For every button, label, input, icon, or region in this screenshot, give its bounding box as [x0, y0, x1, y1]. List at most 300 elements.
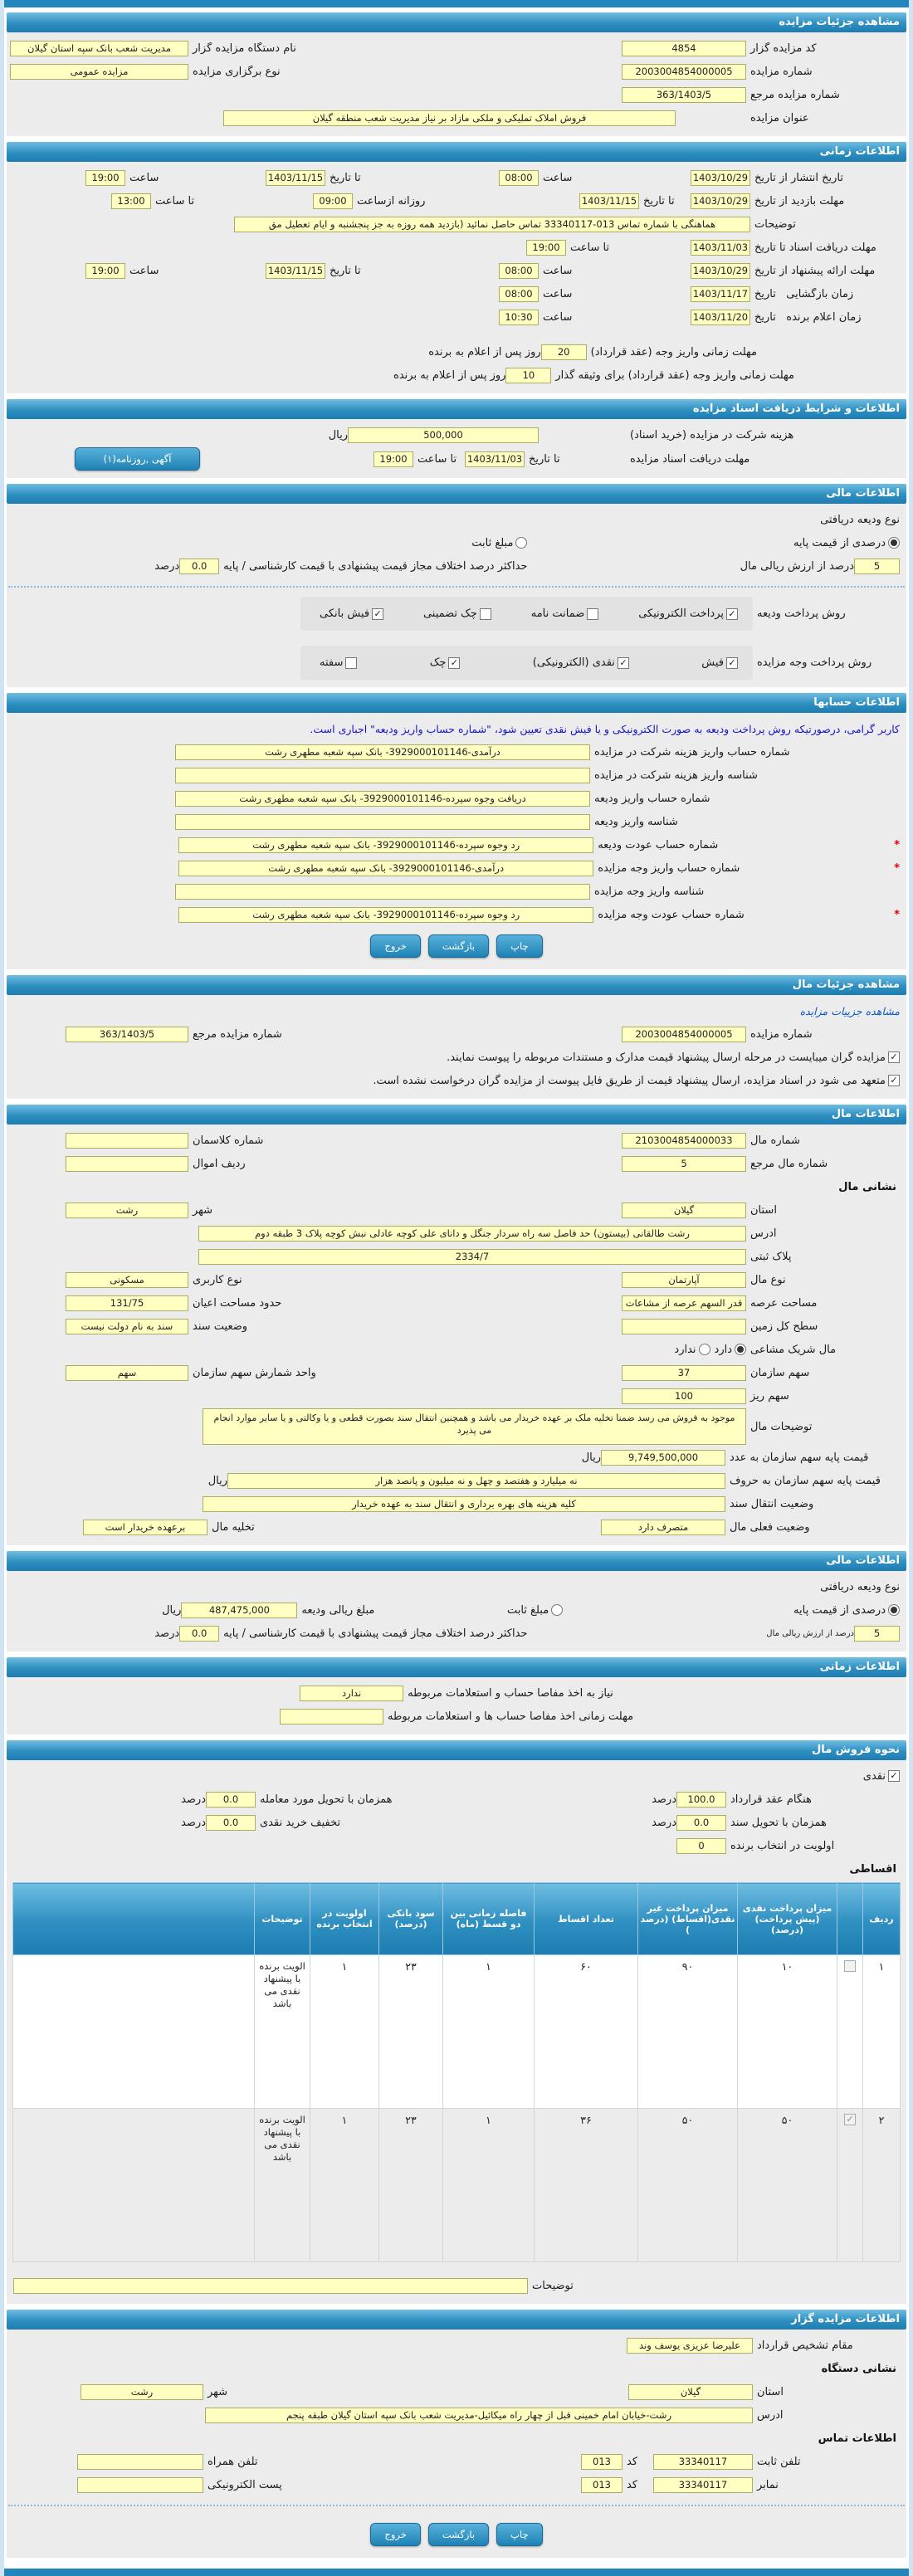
field-group	[389, 368, 794, 383]
section-header: اطلاعات زمانی	[7, 142, 906, 162]
certified-check-checkbox[interactable]	[480, 608, 491, 620]
field-label: درصد	[154, 1627, 180, 1640]
at-contract-percent-input[interactable]: 100.0	[676, 1792, 726, 1808]
section-header: اطلاعات مالی	[7, 484, 906, 504]
payment-option	[419, 607, 491, 620]
field-label: شهر	[208, 2385, 228, 2398]
land-area-input[interactable]: قدر السهم عرصه از مشاعات	[622, 1295, 746, 1311]
electronic-payment-checkbox[interactable]	[726, 608, 738, 620]
field-label: وضعیت انتقال سند	[730, 1497, 814, 1510]
field-label: نوع ودیعه دریافتی	[820, 1580, 900, 1593]
field-group	[456, 64, 900, 80]
select-cell	[837, 1955, 863, 2109]
field-group	[456, 1319, 900, 1334]
field-label: شماره کلاسمان	[193, 1134, 264, 1147]
field-label: نوع برگزاری مزایده	[193, 65, 281, 78]
field-group	[456, 2477, 900, 2493]
field-group	[13, 240, 900, 256]
spacer	[576, 459, 626, 460]
field-label: واحد شمارش سهم سازمان	[193, 1366, 316, 1379]
field-label: مبلغ ثابت	[471, 536, 514, 549]
form-row	[7, 1788, 906, 1811]
offer-from-date[interactable]: 1403/10/29	[691, 263, 750, 279]
installment-select-checkbox[interactable]	[844, 1960, 856, 1972]
publish-to-time[interactable]: 19:00	[85, 170, 125, 186]
auctioneer-code-input[interactable]: 4854	[622, 41, 746, 56]
section-body	[7, 1760, 906, 2304]
opening-time[interactable]: 08:00	[499, 286, 539, 302]
participation-fee-input[interactable]: 500,000	[348, 427, 539, 443]
city-input[interactable]: رشت	[66, 1203, 188, 1218]
form-row	[7, 1408, 906, 1446]
field-group	[13, 1450, 900, 1466]
usage-type-input[interactable]: مسکونی	[66, 1272, 188, 1288]
winner-announce-date[interactable]: 1403/11/20	[691, 310, 750, 325]
percent-of-base-radio[interactable]	[888, 537, 900, 549]
field-group	[300, 1686, 613, 1701]
email-input[interactable]	[77, 2477, 203, 2493]
section-sale-method	[7, 1740, 906, 2304]
mall-fixed-radio[interactable]	[551, 1604, 563, 1616]
section-header: اطلاعات مزایده گزار	[7, 2310, 906, 2330]
action-buttons-row	[7, 2515, 906, 2551]
form-row	[7, 2450, 906, 2473]
field-label: قیمت پایه سهم سازمان به عدد	[730, 1451, 869, 1464]
docs-get-deadline-time[interactable]: 19:00	[374, 451, 413, 467]
field-label: ریال	[208, 1474, 227, 1487]
installments-column-header	[13, 1883, 255, 1955]
form-row	[7, 1469, 906, 1492]
attach-docs-checkbox[interactable]	[888, 1051, 900, 1063]
field-group	[456, 1365, 900, 1381]
checkbox-label: فیش	[701, 656, 724, 669]
form-row	[7, 717, 906, 740]
field-label: هنگام عقد قرارداد	[730, 1793, 812, 1806]
guarantor-payment-days-input[interactable]: 10	[505, 368, 551, 383]
dotted-divider	[8, 2505, 905, 2506]
fixed-amount-radio[interactable]	[515, 537, 527, 549]
field-label: تا ساعت	[570, 241, 610, 254]
mall-percent-radio[interactable]	[888, 1604, 900, 1616]
deed-transfer-status-input[interactable]: کلیه هزینه های بهره برداری و انتقال سند به عهده خریدار	[203, 1496, 725, 1512]
field-label: ساعت	[543, 310, 573, 324]
org-city-input[interactable]: رشت	[81, 2384, 203, 2400]
field-group	[13, 310, 900, 325]
section-header: اطلاعات حسابها	[7, 693, 906, 713]
field-label: درصد	[652, 1816, 676, 1829]
field-label: متعهد می شود در اسناد مزایده، ارسال پیشنهاد قیمت از طریق فایل پیوست از مزایده گران درخواست نشده است.	[373, 1074, 886, 1087]
field-label: تا ساعت	[417, 452, 457, 466]
payment-id-input[interactable]	[175, 884, 590, 900]
field-group	[13, 1838, 855, 1854]
field-label: زمان بازگشایی تاریخ	[754, 287, 854, 300]
offer-to-date[interactable]: 1403/11/15	[266, 263, 325, 279]
spacer	[583, 294, 691, 295]
field-label: همزمان با تحویل سند	[730, 1816, 827, 1829]
deposit-id-input[interactable]	[175, 814, 590, 830]
payment-account-input[interactable]: درآمدی-3929000101146- بانک سپه شعبه مطهری رشت	[178, 861, 593, 876]
field-label: توضیحات	[532, 2279, 574, 2292]
field-label: درصد از ارزش ریالی مال	[766, 1628, 854, 1638]
field-label: نوع کاربری	[193, 1273, 242, 1286]
form-row	[7, 1811, 906, 1834]
field-group	[13, 64, 456, 80]
field-group	[13, 1295, 456, 1311]
mobile-input[interactable]	[77, 2454, 203, 2470]
clearance-needed-input[interactable]: ندارد	[300, 1686, 403, 1701]
field-group	[13, 1344, 900, 1356]
guarantee-letter-checkbox[interactable]	[587, 608, 598, 620]
visit-daily-from-time[interactable]: 09:00	[313, 193, 353, 209]
at-delivery-percent-input[interactable]: 0.0	[206, 1792, 256, 1808]
field-group	[13, 768, 900, 783]
mall-deposit-percent-input[interactable]: 5	[854, 1626, 900, 1642]
auction-number-input[interactable]: 2003004854000005	[622, 64, 746, 80]
field-label: نوع ودیعه دریافتی	[820, 513, 900, 526]
auction-type-input[interactable]: مزایده عمومی	[10, 64, 188, 80]
field-label: روزانه ازساعت	[357, 194, 426, 207]
print-button[interactable]: چاپ	[496, 2523, 542, 2546]
newspaper-ad-button[interactable]: آگهی ,روزنامه(۱)	[75, 447, 201, 471]
field-label: مال شریک مشاعی	[750, 1343, 837, 1356]
form-row	[7, 1857, 906, 1881]
field-label: کد مزایده گزار	[750, 41, 817, 55]
table-row	[13, 2109, 901, 2262]
form-row	[7, 554, 906, 578]
field-group	[13, 1051, 900, 1064]
field-label: هزینه شرکت در مزایده (خرید اسناد)	[630, 428, 794, 442]
field-label: سهم ریز	[750, 1389, 789, 1403]
payment-methods-box	[300, 597, 753, 631]
form-row	[7, 1764, 906, 1788]
form-row	[7, 106, 906, 129]
registration-plate-input[interactable]: 2334/7	[198, 1249, 746, 1265]
top-bar	[4, 0, 909, 7]
field-group	[456, 1203, 900, 1218]
installments-column-header: سود بانکی (درصد)	[379, 1883, 443, 1955]
visit-from-date[interactable]: 1403/10/29	[691, 193, 750, 209]
section-auctioneer-info	[7, 2310, 906, 2558]
field-label: شماره مزایده	[750, 65, 813, 78]
cash-sale-checkbox[interactable]	[888, 1770, 900, 1782]
field-label: آدرس	[750, 1227, 777, 1240]
view-auction-details-link[interactable]: مشاهده جزییات مزایده	[799, 1004, 900, 1017]
print-button[interactable]: چاپ	[496, 934, 542, 958]
form-row	[7, 212, 906, 236]
form-row	[7, 1598, 906, 1622]
field-group	[13, 2477, 456, 2493]
time-notes-input[interactable]: هماهنگی با شماره تماس 013-33340117 تماس حاصل نمائید (بازدید همه روزه به جز پنجشنبه و ایام تعطیل مق	[234, 217, 750, 232]
fee-deposit-id-input[interactable]	[175, 768, 590, 783]
winner-priority-input[interactable]: 0	[676, 1838, 726, 1854]
mall-max-diff-input[interactable]: 0.0	[179, 1626, 219, 1642]
base-price-number-input[interactable]: 9,749,500,000	[601, 1450, 725, 1466]
field-group	[13, 1388, 900, 1404]
mall-type-input[interactable]: آپارتمان	[622, 1272, 746, 1288]
has-joint-partner-radio[interactable]	[735, 1344, 746, 1355]
field-label: مهلت دریافت اسناد تا تاریخ	[754, 241, 876, 254]
field-group	[434, 1815, 855, 1831]
field-label: تلفن همراه	[208, 2455, 258, 2468]
visit-to-date[interactable]: 1403/11/15	[579, 193, 639, 209]
contract-payment-days-input[interactable]: 20	[541, 344, 587, 360]
section-docs-terms	[7, 399, 906, 478]
field-group	[13, 861, 900, 876]
promissory-note-checkbox[interactable]	[345, 657, 357, 669]
spacer	[539, 435, 626, 436]
docs-get-deadline-date[interactable]: 1403/11/03	[465, 451, 525, 467]
publish-to-date[interactable]: 1403/11/15	[266, 170, 325, 186]
form-row	[7, 282, 906, 305]
field-group	[13, 41, 456, 56]
cash-discount-input[interactable]: 0.0	[206, 1815, 256, 1831]
field-group	[13, 1861, 900, 1878]
deed-status-input[interactable]: سند به نام دولت نیست	[66, 1319, 188, 1334]
field-label: استان	[757, 2385, 784, 2398]
field-label: سطح کل زمین	[750, 1320, 818, 1333]
publish-from-time[interactable]: 08:00	[499, 170, 539, 186]
max-diff-percent-input[interactable]: 0.0	[179, 559, 219, 574]
total-land-input[interactable]	[622, 1319, 746, 1334]
mall-number-input[interactable]: 2103004854000033	[622, 1133, 746, 1149]
back-button[interactable]: بازگشت	[428, 934, 489, 958]
field-group	[456, 1520, 900, 1535]
share-unit-input[interactable]: سهم	[66, 1365, 188, 1381]
section-mall-financial	[7, 1551, 906, 1651]
docs-deadline-date[interactable]: 1403/11/03	[691, 240, 750, 256]
opening-date[interactable]: 1403/11/17	[691, 286, 750, 302]
field-label: دارد	[714, 1343, 732, 1356]
field-label: حدود مساحت اعیان	[193, 1296, 282, 1310]
form-row	[7, 1291, 906, 1315]
mall-ref-number-input[interactable]: 5	[622, 1156, 746, 1172]
auction-ref-input[interactable]: 363/1403/5	[622, 87, 746, 103]
field-group	[424, 344, 757, 360]
field-group	[13, 217, 900, 232]
clearance-deadline-input[interactable]	[280, 1709, 383, 1725]
deposit-return-account-input[interactable]: رد وجوه سپرده-3929000101146- بانک سپه شعبه مطهری رشت	[178, 837, 593, 853]
exit-button[interactable]: خروج	[370, 2523, 420, 2546]
at-deed-percent-input[interactable]: 0.0	[676, 1815, 726, 1831]
current-status-input[interactable]: متصرف دارد	[601, 1520, 725, 1535]
installment-cell: ۱	[443, 1955, 535, 2109]
address-input[interactable]: رشت طالقانی (بیستون) حد فاصل سه راه سردار جنگل و دانای علی کوچه عادلی نبش کوچه پلاک 3 طبقه دوم	[198, 1226, 746, 1242]
field-group	[13, 1626, 527, 1642]
auction-title-input[interactable]: فروش املاک تملیکی و ملکی مازاد بر نیاز مدیریت شعب منطقه گیلان	[223, 110, 676, 126]
no-joint-partner-radio[interactable]	[699, 1344, 710, 1355]
contract-authority-input[interactable]: علیرضا عزیزی یوسف وند	[627, 2338, 753, 2354]
installments-column-header: تعداد اقساط	[535, 1883, 638, 1955]
field-group	[456, 2384, 900, 2400]
select-cell	[837, 2109, 863, 2262]
installments-column-header: توضیحات	[255, 1883, 310, 1955]
field-group	[13, 193, 900, 209]
form-row	[7, 1222, 906, 1245]
form-row	[7, 446, 906, 471]
installment-cell: الویت برنده با پیشنهاد نقدی می باشد	[255, 1955, 310, 2109]
field-label: مهلت زمانی اخذ مفاصا حساب ها و استعلامات مربوطه	[387, 1710, 634, 1723]
share-detail-input[interactable]: 100	[622, 1388, 746, 1404]
field-group	[13, 597, 900, 631]
field-label: شماره حساب واریز ودیعه	[594, 792, 710, 805]
field-label: تا تاریخ	[529, 452, 560, 466]
field-group	[13, 1770, 900, 1783]
mall-notes-area[interactable]: موجود به فروش می رسد ضمنا تخلیه ملک بر عهده خریدار می باشد و همچنین انتقال سند بصورت قطعی و یا وکالتی و یا سایر موارد انجام می پذیرد	[203, 1408, 746, 1445]
field-group	[13, 1005, 900, 1017]
payment-return-account-input[interactable]: رد وجوه سپرده-3929000101146- بانک سپه شعبه مطهری رشت	[178, 907, 593, 923]
field-label: مهلت زمانی واریز وجه (عقد قرارداد)	[590, 345, 757, 359]
installments-column-header: اولویت در انتخاب برنده	[310, 1883, 379, 1955]
bank-receipt-checkbox[interactable]	[372, 608, 383, 620]
fax-code-input[interactable]: 013	[581, 2477, 622, 2493]
sale-notes-input[interactable]	[13, 2278, 528, 2294]
offer-to-time[interactable]: 19:00	[85, 263, 125, 279]
fax-input[interactable]: 33340117	[653, 2477, 753, 2493]
field-label: نام دستگاه مزایده گزار	[193, 41, 296, 55]
visit-daily-to-time[interactable]: 13:00	[111, 193, 151, 209]
no-attachment-request-checkbox[interactable]	[888, 1075, 900, 1086]
field-group	[13, 1027, 456, 1042]
docs-deadline-time[interactable]: 19:00	[526, 240, 566, 256]
property-row-input[interactable]	[66, 1156, 188, 1172]
auction-number-2-input[interactable]: 2003004854000005	[622, 1027, 746, 1042]
deposit-percent-input[interactable]: 5	[854, 559, 900, 574]
field-label: درصد	[154, 559, 180, 573]
building-area-input[interactable]: 131/75	[66, 1295, 188, 1311]
field-group	[13, 427, 900, 443]
auction-ref-2-input[interactable]: 363/1403/5	[66, 1027, 188, 1042]
check-checkbox[interactable]	[448, 657, 460, 669]
form-row	[7, 2473, 906, 2496]
form-row	[7, 2380, 906, 2403]
field-label: تخفیف خرید نقدی	[260, 1816, 341, 1829]
field-label: توضیحات	[754, 217, 796, 231]
classification-number-input[interactable]	[66, 1133, 188, 1149]
form-row	[7, 833, 906, 856]
form-row	[7, 2357, 906, 2380]
section-header: اطلاعات مالی	[7, 1551, 906, 1571]
form-row	[7, 1022, 906, 1046]
offer-from-time[interactable]: 08:00	[499, 263, 539, 279]
field-group	[13, 263, 900, 279]
field-label: عنوان مزایده	[750, 111, 809, 124]
spacer	[583, 317, 691, 318]
phone-code-input[interactable]: 013	[581, 2454, 622, 2470]
org-province-input[interactable]: گیلان	[628, 2384, 753, 2400]
field-label: ساعت	[543, 171, 573, 184]
publish-from-date[interactable]: 1403/10/29	[691, 170, 750, 186]
field-group	[13, 1520, 456, 1535]
notice-text: کاربر گرامی، درصورتیکه روش پرداخت ودیعه به صورت الکترونیکی و یا فیش نقدی تعیین شود، "شماره حساب واریز ودیعه" اجباری است.	[310, 722, 900, 735]
form-row	[7, 1245, 906, 1268]
form-row	[7, 856, 906, 880]
section-time-info	[7, 142, 906, 393]
field-label: وضعیت فعلی مال	[730, 1520, 810, 1534]
fee-deposit-account-input[interactable]: درآمدی-3929000101146- بانک سپه شعبه مطهری رشت	[175, 744, 590, 760]
province-input[interactable]: گیلان	[622, 1203, 746, 1218]
exit-button[interactable]: خروج	[370, 934, 420, 958]
field-group	[13, 1792, 434, 1808]
field-group	[13, 1249, 900, 1265]
form-row	[7, 1152, 906, 1175]
field-group	[13, 559, 527, 574]
phone-input[interactable]: 33340117	[653, 2454, 753, 2470]
back-button[interactable]: بازگشت	[428, 2523, 489, 2546]
field-label: شماره مزایده	[750, 1027, 813, 1041]
deposit-amount-input[interactable]: 487,475,000	[181, 1603, 297, 1618]
table-row	[13, 1955, 901, 2109]
section-header: اطلاعات و شرایط دریافت اسناد مزایده	[7, 399, 906, 419]
form-row	[7, 1515, 906, 1539]
field-label: نوع مال	[750, 1273, 786, 1286]
form-row	[7, 764, 906, 787]
section-body	[7, 2330, 906, 2558]
field-label: همزمان با تحویل مورد معامله	[260, 1793, 393, 1806]
eviction-input[interactable]: برعهده خریدار است	[83, 1520, 208, 1535]
required-asterisk: *	[894, 861, 900, 875]
checkbox-label: ضمانت نامه	[530, 607, 585, 620]
org-share-input[interactable]: 37	[622, 1365, 746, 1381]
field-group	[13, 2278, 574, 2294]
section-mall-time	[7, 1657, 906, 1734]
form-row	[7, 1834, 906, 1857]
field-group	[13, 814, 900, 830]
field-group	[13, 1133, 456, 1149]
field-label: وضعیت سند	[193, 1320, 248, 1333]
installments-column-header	[837, 1883, 863, 1955]
field-group	[13, 1319, 456, 1334]
section-header: اطلاعات مال	[7, 1105, 906, 1125]
field-group	[13, 723, 900, 735]
form-row	[7, 1384, 906, 1408]
winner-announce-time[interactable]: 10:30	[499, 310, 539, 325]
field-group	[13, 110, 900, 126]
field-label: مهلت ارائه پیشنهاد از تاریخ	[754, 264, 876, 277]
installment-cell: ۵۰	[738, 2109, 837, 2262]
form-row	[7, 189, 906, 212]
org-address-input[interactable]: رشت-خیابان امام خمینی قبل از چهار راه میکائیل-مدیریت شعب بانک سپه استان گیلان طبقه پنجم	[205, 2408, 753, 2423]
subsection-title: نشانی دستگاه	[821, 2362, 896, 2375]
action-buttons-row	[7, 926, 906, 963]
installment-select-checkbox[interactable]	[844, 2114, 856, 2125]
payment-option	[529, 656, 629, 669]
payment-option	[315, 656, 357, 669]
payment-methods-box	[300, 646, 753, 680]
field-label: نمابر	[757, 2478, 779, 2491]
field-label: درصدی از قیمت پایه	[793, 536, 886, 549]
section-body	[7, 1571, 906, 1651]
installment-cell: الویت برنده با پیشنهاد نقدی می باشد	[255, 2109, 310, 2262]
form-row	[7, 363, 906, 387]
deposit-account-input[interactable]: دریافت وجوه سپرده-3929000101146- بانک سپه شعبه مطهری رشت	[175, 791, 590, 807]
section-body	[7, 162, 906, 393]
form-row	[7, 83, 906, 106]
field-label: مهلت بازدید از تاریخ	[754, 194, 845, 207]
org-name-input[interactable]: مدیریت شعب بانک سپه استان گیلان	[10, 41, 188, 56]
field-label: تا تاریخ	[643, 194, 675, 207]
base-price-words-input[interactable]: نه میلیارد و هفتصد و چهل و نه میلیون و پانصد هزار	[227, 1473, 725, 1489]
checkbox-label: چک تضمینی	[422, 607, 477, 620]
checkbox-label: سفته	[320, 656, 344, 669]
installments-column-header: میزان پرداخت غیر نقدی(اقساط) (درصد )	[638, 1883, 738, 1955]
installment-cell: ۲۳	[379, 1955, 443, 2109]
section-mall-view	[7, 975, 906, 1099]
receipt-checkbox[interactable]	[726, 657, 738, 669]
cash-electronic-checkbox[interactable]	[618, 657, 629, 669]
installment-cell: ۲	[863, 2109, 901, 2262]
installment-cell: ۱۰	[738, 1955, 837, 2109]
section-auction-view	[7, 12, 906, 136]
